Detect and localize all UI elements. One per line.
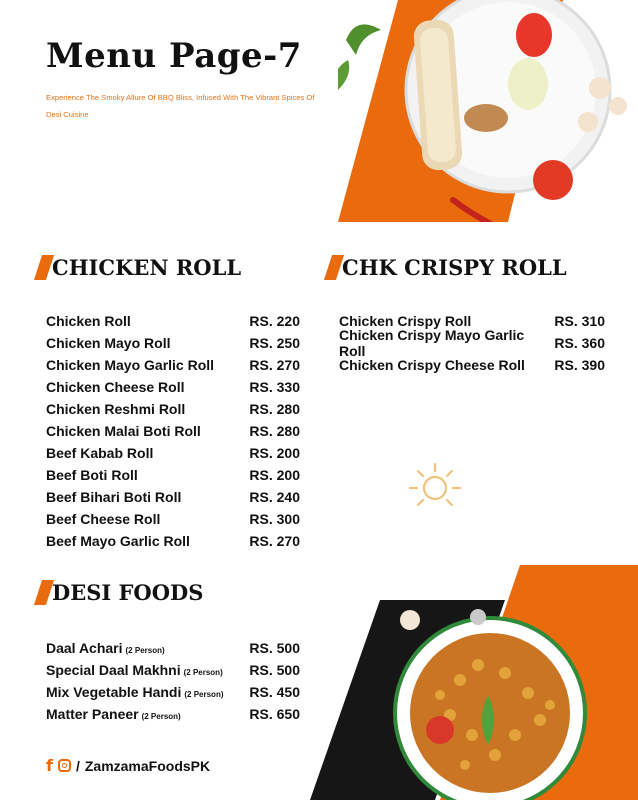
menu-item xyxy=(46,659,300,681)
item-price: RS. 330 xyxy=(249,379,300,395)
item-name: Beef Cheese Roll xyxy=(46,511,161,527)
item-name: Chicken Crispy Roll xyxy=(339,313,472,329)
menu-item xyxy=(46,398,300,420)
item-price: RS. 200 xyxy=(249,467,300,483)
menu-item xyxy=(46,637,300,659)
item-price: RS. 270 xyxy=(249,533,300,549)
daal-bowl-image xyxy=(300,565,638,800)
item-name: Daal Achari xyxy=(46,640,123,656)
section-title: DESI FOODS xyxy=(52,580,204,605)
menu-item xyxy=(46,442,300,464)
item-name: Beef Mayo Garlic Roll xyxy=(46,533,190,549)
item-serves: (2 Person) xyxy=(184,690,224,699)
item-name: Beef Kabab Roll xyxy=(46,445,154,461)
item-name: Chicken Mayo Roll xyxy=(46,335,171,351)
section-heading-desi-foods xyxy=(38,580,203,605)
item-name: Chicken Cheese Roll xyxy=(46,379,185,395)
page-subtitle: Experience The Smoky Allure Of BBQ Bliss, Infused With The Vibrant Spices Of Desi Cuisine xyxy=(46,93,315,119)
menu-item xyxy=(46,681,300,703)
section-heading-chicken-roll xyxy=(38,255,241,280)
item-price: RS. 390 xyxy=(554,357,605,373)
item-price: RS. 220 xyxy=(249,313,300,329)
section-heading-chk-crispy-roll xyxy=(328,255,567,280)
section-title: CHICKEN ROLL xyxy=(52,255,242,280)
item-name: Matter Paneer xyxy=(46,706,139,722)
item-name: Chicken Roll xyxy=(46,313,131,329)
desi-foods-list xyxy=(46,637,300,725)
menu-item xyxy=(46,703,300,725)
item-name: Beef Boti Roll xyxy=(46,467,138,483)
social-handle[interactable]: ZamzamaFoodsPK xyxy=(84,757,211,774)
item-price: RS. 500 xyxy=(249,640,300,656)
item-name: Chicken Mayo Garlic Roll xyxy=(46,357,215,373)
item-price: RS. 280 xyxy=(249,401,300,417)
item-name: Beef Bihari Boti Roll xyxy=(46,489,182,505)
item-price: RS. 300 xyxy=(249,511,300,527)
item-price: RS. 450 xyxy=(249,684,300,700)
item-name: Chicken Crispy Mayo Garlic Roll xyxy=(339,327,525,359)
menu-item xyxy=(46,486,300,508)
menu-item xyxy=(46,420,300,442)
item-price: RS. 250 xyxy=(249,335,300,351)
menu-item xyxy=(339,354,605,376)
item-name: Chicken Malai Boti Roll xyxy=(46,423,201,439)
social-slash: / xyxy=(75,757,80,774)
chk-crispy-roll-list xyxy=(339,310,605,376)
item-serves: (2 Person) xyxy=(141,712,181,721)
item-price: RS. 650 xyxy=(249,706,300,722)
menu-item xyxy=(46,464,300,486)
chicken-roll-list xyxy=(46,310,300,552)
item-price: RS. 240 xyxy=(249,489,300,505)
social-footer xyxy=(46,756,210,775)
instagram-icon[interactable] xyxy=(58,759,71,772)
item-name: Chicken Reshmi Roll xyxy=(46,401,186,417)
item-serves: (2 Person) xyxy=(125,646,165,655)
item-price: RS. 270 xyxy=(249,357,300,373)
item-price: RS. 280 xyxy=(249,423,300,439)
menu-item xyxy=(339,327,605,359)
item-name: Special Daal Makhni xyxy=(46,662,181,678)
menu-item xyxy=(46,354,300,376)
facebook-icon[interactable]: f xyxy=(46,756,53,775)
item-name: Mix Vegetable Handi xyxy=(46,684,182,700)
roll-plate-image xyxy=(338,0,638,222)
menu-item xyxy=(46,310,300,332)
item-serves: (2 Person) xyxy=(183,668,223,677)
menu-item xyxy=(46,332,300,354)
sun-icon xyxy=(408,462,462,512)
menu-item xyxy=(46,508,300,530)
page-title: Menu Page-7 xyxy=(46,36,302,76)
item-name: Chicken Crispy Cheese Roll xyxy=(339,357,525,373)
item-price: RS. 310 xyxy=(554,313,605,329)
item-price: RS. 360 xyxy=(554,335,605,351)
item-price: RS. 200 xyxy=(249,445,300,461)
menu-item xyxy=(46,530,300,552)
section-title: CHK CRISPY ROLL xyxy=(342,255,567,280)
item-price: RS. 500 xyxy=(249,662,300,678)
menu-item xyxy=(46,376,300,398)
